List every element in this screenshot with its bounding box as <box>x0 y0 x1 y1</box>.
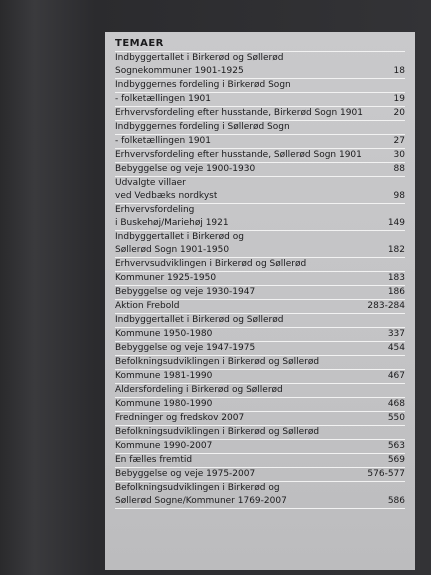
toc-entry-line <box>115 482 405 495</box>
toc-entry-page: 468 <box>387 399 405 409</box>
toc-entry-title: Erhvervsfordeling <box>115 205 195 215</box>
toc-entry-title: Indbyggernes fordeling i Birkerød Sogn <box>115 80 291 90</box>
toc-entry-title: - folketællingen 1901 <box>115 136 212 146</box>
toc-entry-title: En fælles fremtid <box>115 455 193 465</box>
toc-entry <box>115 342 405 356</box>
toc-entry-page: 569 <box>387 455 405 465</box>
toc-entries <box>115 52 405 509</box>
toc-entry-line <box>115 356 405 370</box>
toc-entry-title: ved Vedbæks nordkyst <box>115 191 218 201</box>
toc-entry-page: 283-284 <box>367 301 405 311</box>
toc-entry-page: 467 <box>387 371 405 381</box>
toc-entry-title: Befolkningsudviklingen i Birkerød og Søllerød <box>115 357 320 367</box>
toc-entry <box>115 426 405 454</box>
toc-entry-title: Aktion Frebold <box>115 301 180 311</box>
toc-entry <box>115 52 405 79</box>
toc-entry-title: Kommuner 1925-1950 <box>115 273 217 283</box>
toc-entry-title: i Buskehøj/Mariehøj 1921 <box>115 218 229 228</box>
toc-entry-line <box>115 495 405 508</box>
toc-entry <box>115 384 405 412</box>
toc-entry-line <box>115 328 405 341</box>
toc-entry-line <box>115 217 405 230</box>
toc-entry-title: Bebyggelse og veje 1975-2007 <box>115 469 256 479</box>
toc-entry-title: Befolkningsudviklingen i Birkerød og Søllerød <box>115 427 320 437</box>
toc-entry-page: 20 <box>393 108 405 118</box>
toc-heading: TEMAER <box>115 37 405 52</box>
toc-entry-line <box>115 163 405 176</box>
toc-entry-title: Kommune 1990-2007 <box>115 441 213 451</box>
toc-entry-page: 550 <box>387 413 405 423</box>
toc-entry-page: 454 <box>387 343 405 353</box>
toc-entry-line <box>115 468 405 481</box>
toc-entry-line <box>115 398 405 411</box>
toc-entry-page: 88 <box>393 164 405 174</box>
toc-entry-line <box>115 286 405 299</box>
toc-entry-title: - folketællingen 1901 <box>115 94 212 104</box>
toc-entry-title: Søllerød Sogne/Kommuner 1769-2007 <box>115 496 287 506</box>
toc-entry-line <box>115 190 405 203</box>
toc-entry-line <box>115 121 405 135</box>
toc-panel <box>105 32 415 570</box>
toc-entry-title: Erhvervsudviklingen i Birkerød og Søllerød <box>115 259 307 269</box>
toc-entry-line <box>115 93 405 106</box>
toc-entry-page: 183 <box>387 273 405 283</box>
toc-entry-title: Kommune 1950-1980 <box>115 329 213 339</box>
toc-entry-title: Befolkningsudviklingen i Birkerød og <box>115 483 280 493</box>
toc-entry <box>115 79 405 107</box>
toc-entry-line <box>115 231 405 244</box>
toc-entry <box>115 454 405 468</box>
toc-entry-line <box>115 177 405 190</box>
toc-entry-line <box>115 370 405 383</box>
toc-entry-page: 186 <box>387 287 405 297</box>
toc-entry-line <box>115 258 405 272</box>
toc-entry-line <box>115 426 405 440</box>
toc-entry-line <box>115 314 405 328</box>
toc-entry-title: Bebyggelse og veje 1930-1947 <box>115 287 256 297</box>
toc-entry-page: 563 <box>387 441 405 451</box>
toc-entry-line <box>115 384 405 398</box>
toc-entry-page: 30 <box>393 150 405 160</box>
toc-entry-line <box>115 107 405 120</box>
toc-entry-line <box>115 412 405 425</box>
toc-entry-line <box>115 204 405 217</box>
toc-entry-title: Indbyggertallet i Birkerød og Søllerød <box>115 53 284 63</box>
toc-entry <box>115 231 405 258</box>
toc-entry-title: Fredninger og fredskov 2007 <box>115 413 245 423</box>
toc-entry <box>115 412 405 426</box>
toc-entry-line <box>115 342 405 355</box>
toc-entry <box>115 286 405 300</box>
toc-entry <box>115 482 405 509</box>
toc-entry-line <box>115 79 405 93</box>
toc-entry-line <box>115 300 405 313</box>
toc-entry-title: Udvalgte villaer <box>115 178 186 188</box>
toc-entry-page: 576-577 <box>367 469 405 479</box>
toc-entry-title: Indbyggertallet i Birkerød og <box>115 232 244 242</box>
toc-entry-title: Erhvervsfordeling efter husstande, Søllerød Sogn 1901 <box>115 150 362 160</box>
toc-entry-line <box>115 454 405 467</box>
toc-entry <box>115 258 405 286</box>
toc-entry <box>115 149 405 163</box>
toc-entry <box>115 121 405 149</box>
toc-entry-page: 18 <box>393 66 405 76</box>
toc-entry-line <box>115 65 405 78</box>
toc-entry-line <box>115 440 405 453</box>
toc-entry <box>115 177 405 204</box>
toc-entry-line <box>115 272 405 285</box>
toc-entry <box>115 468 405 482</box>
toc-entry <box>115 300 405 314</box>
toc-entry-title: Indbyggertallet i Birkerød og Søllerød <box>115 315 284 325</box>
toc-entry-title: Aldersfordeling i Birkerød og Søllerød <box>115 385 283 395</box>
toc-entry-title: Indbyggernes fordeling i Søllerød Sogn <box>115 122 290 132</box>
toc-entry <box>115 163 405 177</box>
toc-entry-line <box>115 244 405 257</box>
toc-entry <box>115 107 405 121</box>
toc-entry-page: 182 <box>387 245 405 255</box>
toc-entry-title: Kommune 1981-1990 <box>115 371 213 381</box>
toc-entry-line <box>115 135 405 148</box>
toc-entry-page: 19 <box>393 94 405 104</box>
toc-entry-page: 586 <box>387 496 405 506</box>
toc-entry-title: Erhvervsfordeling efter husstande, Birkerød Sogn 1901 <box>115 108 363 118</box>
toc-entry-page: 149 <box>387 218 405 228</box>
toc-entry-line <box>115 149 405 162</box>
toc-entry <box>115 356 405 384</box>
toc-entry-title: Kommune 1980-1990 <box>115 399 213 409</box>
toc-entry-line <box>115 52 405 65</box>
toc-entry <box>115 314 405 342</box>
toc-entry-title: Sognekommuner 1901-1925 <box>115 66 244 76</box>
toc-entry-page: 337 <box>387 329 405 339</box>
toc-entry-page: 27 <box>393 136 405 146</box>
toc-entry-title: Bebyggelse og veje 1900-1930 <box>115 164 256 174</box>
toc-entry-title: Søllerød Sogn 1901-1950 <box>115 245 230 255</box>
toc-entry-title: Bebyggelse og veje 1947-1975 <box>115 343 256 353</box>
toc-entry-page: 98 <box>393 191 405 201</box>
toc-entry <box>115 204 405 231</box>
